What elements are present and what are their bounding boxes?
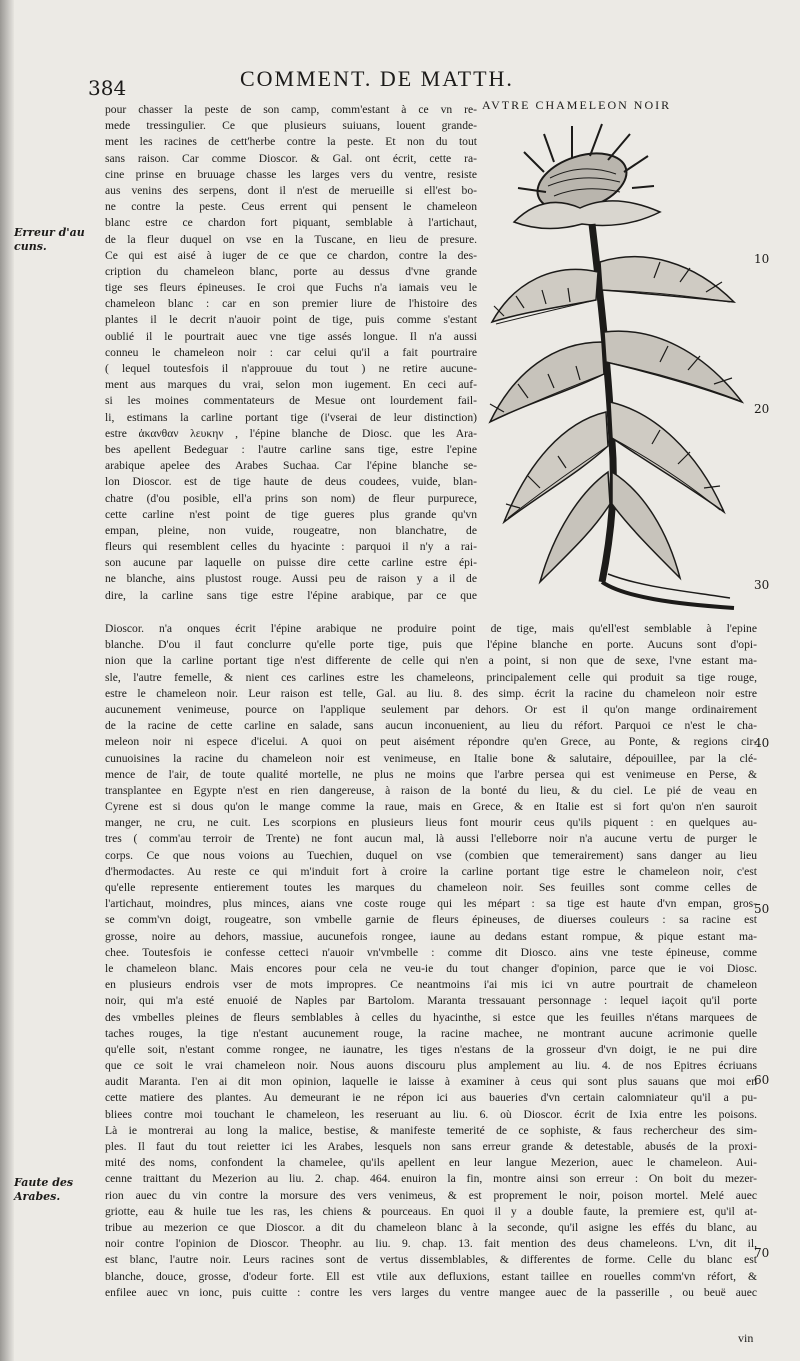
text-line: fleurs qui resemblent celles du hyacinte : parquoi il n'y a rai- <box>105 540 477 554</box>
text-line: nion que la carline portant tige n'est differente de celle qui n'en a point, si non que de sexe, l'vne estant ma- <box>105 654 757 668</box>
text-line: l'artichaut, moindres, plus minces, aians vne coste rouge qui les mépart : sa tige est haute d'vn empan, gros- <box>105 897 757 911</box>
line-number-20: 20 <box>754 402 770 416</box>
catchword: vin <box>738 1331 754 1345</box>
text-line: tribue au mezerion ce que Dioscor. a dit du chameleon blanc à la seconde, qu'il asigne les effés du blanc, au <box>105 1220 757 1234</box>
line-number-40: 40 <box>754 736 770 750</box>
text-line: taches rouges, la tige n'estant aucunement rouge, la racine machee, ne montrant aucune acrimonie quelle <box>105 1026 757 1040</box>
text-line: ples. Il faut du tout reietter ici les Arabes, lesquels non sans erreur grande & detestable, abusés de la proxi- <box>105 1140 757 1153</box>
text-line: tres ( comm'au terroir de Trente) ne font aucun mal, là aussi l'elleborre noir n'a aucune vertu de purger le <box>105 832 757 846</box>
text-line: transplantee en Egypte n'est en rien dangereuse, à raison de la bonté du lieu, & du ciel. Le pié de veau en <box>105 783 757 797</box>
text-line: mité des noms, confondent la chamelee, qu'ils apellent en leur langue Mezerion, auec le chameleon. Aui- <box>105 1156 757 1170</box>
binding-shadow <box>0 0 14 1361</box>
text-line: aucunement venimeuse, pource on l'applique seulement par dehors. Or est il qu'on mange ordinairement <box>105 702 757 716</box>
text-line: chatre (d'ou posible, ell'a prins son nom) de fleur purpurece, <box>105 491 477 505</box>
text-line: bliees contre moi touchant le chameleon, les reseruant au liu. 6. où Dioscor. écrit de Ixia entre les poisons. <box>105 1107 757 1121</box>
text-line: conneu le chameleon noir : car celui qu'il a fait pourtraire <box>105 345 477 359</box>
text-line: cine prinse en bruuage chasse les larges vers du ventre, resiste <box>105 167 477 181</box>
text-line: ne blanche, ains plustost rouge. Aussi peu de raison y a il de <box>105 572 477 586</box>
text-line: qu'elle soit, n'estant comme rongee, ne iaunatre, les tiges n'estans de la grosseur d'vn doigt, ie ne pui dire <box>105 1042 757 1056</box>
text-line: dire, la carline sans tige estre l'épine arabique, par ce que <box>105 588 477 602</box>
text-line: le chameleon blanc. Mais encores pour cela ne veu-ie du tout changer d'opinion, parce que ie voi Diosc. <box>105 961 757 975</box>
text-line: Ce qui est aisé à iuger de ce que ce chardon, contre la des- <box>105 248 477 262</box>
text-line: en plusieurs endrois vser de mots impropres. Ce neantmoins i'ai mis ici vn autre pourtrait de chameleon <box>105 978 757 992</box>
text-line: plantes il le decrit n'auoir point de tige, puis comme s'estant <box>105 313 477 327</box>
text-line: cette matiere des plantes. Au demeurant ie ne répon ici aus baueries d'vn certain calomniateur qu'il a pu- <box>105 1091 757 1105</box>
text-line: meleon noir ni espece d'icelui. A quoi on peut aisément répondre qu'en Grece, au Ponte, & regions cir- <box>105 735 757 749</box>
text-line: mence de l'air, de toute qualité mortelle, ne plus ne moins que l'arbre persea qui est venimeuse en Perse, & <box>105 767 757 781</box>
text-line: son aucune par laquelle on puisse dire cette carline estre épi- <box>105 556 477 570</box>
text-line: enfilee auec vn ionc, puis cuitte : contre les vers larges du ventre mangee auec de la passerille , ou beuë auec <box>105 1285 757 1299</box>
line-number-30: 30 <box>754 578 770 592</box>
text-line: chameleon blanc : car en son premier liure de l'histoire des <box>105 297 477 311</box>
text-line: qu'elle represente entierement toutes les marques du chameleon noir. Ses feuilles sont comme celles de <box>105 881 757 894</box>
figure-caption: AVTRE CHAMELEON NOIR <box>482 98 672 112</box>
page-number: 384 <box>88 76 127 100</box>
text-line: audit Maranta. I'en ai dit mon opinion, laquelle ie laisse à examiner à ceus qui sont plus sauans que moi en <box>105 1075 757 1089</box>
text-line: blanche, douce, grosse, d'odeur forte. Ell est vtile aux defluxions, estant taillee en rouelles comm'vn réfort, & <box>105 1269 757 1283</box>
body-text-lower <box>105 621 757 1301</box>
text-line: noir, qui m'a esté enuoié de Naples par Bartolom. Maranta tressauant personnage : lequel iaçoit qu'il porte <box>105 994 757 1008</box>
text-line: noir contre l'opinion de Dioscor. Theophr. au liu. 9. chap. 13. fait mention des deus chameleons. L'vn, dit il, <box>105 1237 757 1251</box>
text-line: Là ie montrerai au long la malice, bestise, & manifeste temerité de ce sophiste, & faus rechercheur des sim- <box>105 1123 757 1137</box>
text-line: empan, pleine, non vuide, rougeatre, non blanchatre, de <box>105 523 477 537</box>
text-line: cunuoisines la racine du chameleon noir est venimeuse, en Italie bone & salutaire, dépouillee, par la clé- <box>105 751 757 765</box>
text-line: mede tressingulier. Ce que plusieurs suiuans, louent grande- <box>105 119 477 133</box>
text-line: corps. Ce que nous voions au Tuechien, duquel on vse (combien que temerairement) sans danger au lieu <box>105 848 757 862</box>
text-line: de la fleur duquel on vse en la Tuscane, en lieu de presure. <box>105 232 477 246</box>
margin-note-faute: Faute des Arabes. <box>14 1176 74 1203</box>
text-line: cette carline n'est point de tige gueres plus grande qu'vn <box>105 507 477 521</box>
text-line: que ce soit le vrai chameleon noir. Nous auons discouru plus amplement au liu. 4. de nos Epitres écriuans <box>105 1059 757 1073</box>
text-line: est blanc, l'autre noir. Leurs racines sont de vertus dissemblables, & differentes de forme. Celle du blanc est <box>105 1253 757 1267</box>
text-line: tige ses fleurs épineuses. Ie croi que Fuchs n'a iamais veu le <box>105 281 477 295</box>
text-line: d'hermodactes. Au reste ce qui m'induit fort à croire la carline portant tige estre le chameleon noir, c'est <box>105 864 757 878</box>
text-line: de la racine de cette carline en salade, sans aucun inconuenient, au lieu du réfort. Parquoi ce n'est le cha- <box>105 719 757 733</box>
text-line: sle, l'autre femelle, & nient ces carlines estre les chameleons, principalement celle qui produit sa tige rouge, <box>105 670 757 684</box>
text-line: ( lequel toutesfois il n'approuue du tout ) ne retire aucune- <box>105 362 477 375</box>
text-line: estre ἀκανθαν λευκην , l'épine blanche de Diosc. que les Ara- <box>105 426 477 440</box>
text-line: si les moines commentateurs de Mesue ont lourdement fail- <box>105 394 477 408</box>
line-number-60: 60 <box>754 1073 770 1087</box>
text-line: griotte, eau & huile tue les ras, les chiens & pourceaus. En quoi il y a double faute, la premiere est, qu'il at- <box>105 1204 757 1218</box>
text-line: blanche. D'ou il faut conclurre qu'elle porte tige, puis que l'épine blanche en porte. Aucuns sont d'opi- <box>105 638 757 652</box>
margin-note-erreur: Erreur d'au cuns. <box>14 226 85 253</box>
text-line: grosse, noire au dehors, massiue, aucunefois rongee, iaune au dedans estant rompue, & pique estant ma- <box>105 929 757 943</box>
text-line: arabique apelee des Arabes Suchaa. Car l'épine blanche se- <box>105 459 477 473</box>
line-number-70: 70 <box>754 1246 770 1260</box>
body-text-upper <box>105 102 477 604</box>
text-line: blanc estre ce chardon fort piquant, semblable à l'artichaut, <box>105 216 477 230</box>
text-line: ment aus marques du vrai, selon mon iugement. En ceci auf- <box>105 378 477 392</box>
text-line: rion auec du vin contre la morsure des vers venimeus, & est proprement le noir, poison mortel. Melé auec <box>105 1188 757 1202</box>
text-line: oublié il le pourtrait auec vne tige assés longue. Il n'a aussi <box>105 329 477 343</box>
text-line: se comm'vn doigt, rougeatre, son vmbelle garnie de fleurs épineuses, de diuerses couleurs : sa racine est <box>105 913 757 927</box>
text-line: pour chasser la peste de son camp, comm'estant à ce vn re- <box>105 103 477 116</box>
text-line: bes apellent Bedeguar : l'autre carline sans tige, estre l'epine <box>105 442 477 456</box>
text-line: cription du chameleon blanc, porte au dessus d'vne grande <box>105 264 477 278</box>
text-line: ne contre la peste. Ceus errent qui pensent le chameleon <box>105 200 477 214</box>
text-line: aus venins des serpens, dont il n'est de merueille si ell'est bo- <box>105 183 477 197</box>
running-head: COMMENT. DE MATTH. <box>240 66 514 91</box>
text-line: ment les racines de cett'herbe contre la peste. Et non du tout <box>105 135 477 149</box>
text-line: des vmbelles pleines de fleurs semblables à celles du hyacinthe, si estce que les feuilles n'étans marquees de <box>105 1010 757 1024</box>
text-line: manger, ne cru, ne cuit. Les scorpions en plusieurs lieus font mourir ceus qu'ils piquent : en quelques au- <box>105 816 757 830</box>
text-line: sans raison. Car comme Dioscor. & Gal. ont écrit, cette ra- <box>105 151 477 165</box>
text-line: Cyrene est si dous qu'on le mange comme la raue, mais en Grece, & en Italie est si fort qu'on n'en sauroit <box>105 800 757 814</box>
line-number-10: 10 <box>754 252 770 266</box>
text-line: Dioscor. n'a onques écrit l'épine arabique ne produire point de tige, mais qu'ell'est semblable à l'epine <box>105 622 757 635</box>
thistle-plant-woodcut-icon <box>484 112 750 622</box>
line-number-50: 50 <box>754 902 770 916</box>
text-line: lon Dioscor. est de tige haute de deus coudees, vuide, blan- <box>105 475 477 489</box>
text-line: estre le chameleon noir. Leur raison est telle, Gal. au liu. 8. des simp. écrit la racine du chameleon noir estre <box>105 686 757 700</box>
text-line: cenne traittant du Mezerion au liu. 2. chap. 464. enuiron la fin, montre ainsi son erreur : On boit du mezer- <box>105 1172 757 1186</box>
text-line: chee. Toutesfois ie confesse cetteci n'auoir vn'vmbelle : comme dit Diosco. ains vne teste épineuse, comme <box>105 945 757 959</box>
text-line: li, estimans la carline portant tige (i'vserai de leur distinction) <box>105 410 477 424</box>
